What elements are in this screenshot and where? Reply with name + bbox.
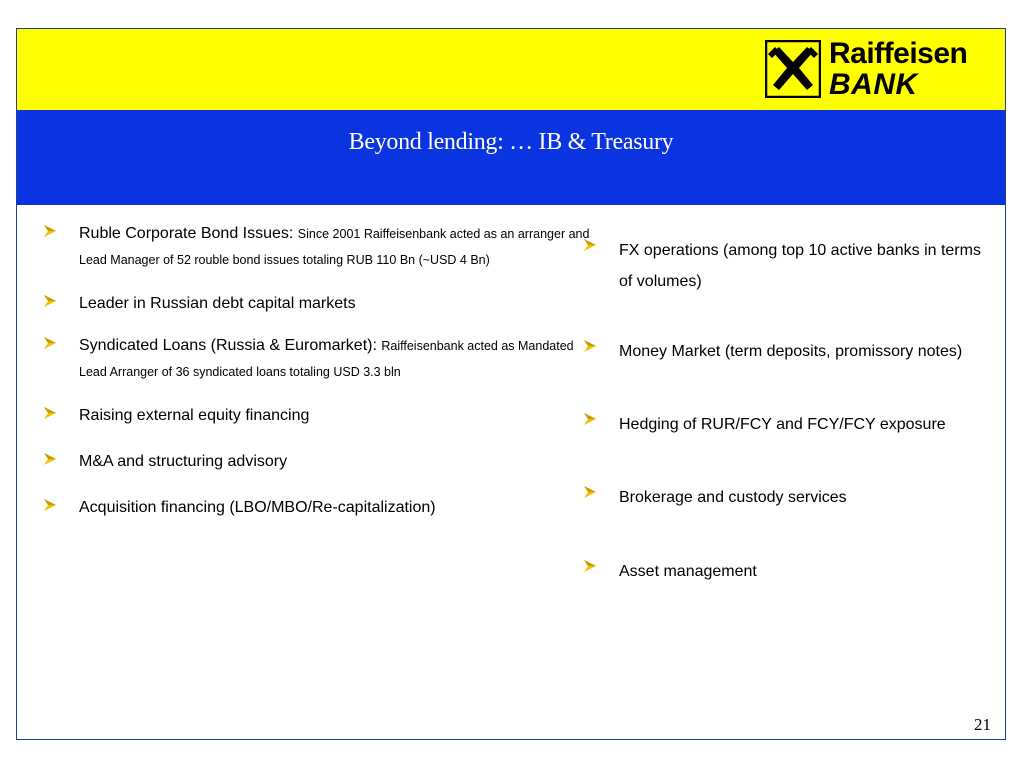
arrow-bullet-icon (583, 412, 597, 426)
arrow-bullet-icon (43, 406, 57, 420)
slide-title: Beyond lending: … IB & Treasury (348, 129, 674, 155)
raiffeisen-cross-icon (765, 40, 821, 98)
arrow-bullet-icon (43, 224, 57, 238)
arrow-bullet-icon (43, 294, 57, 308)
right-bullet-list (583, 235, 983, 587)
arrow-bullet-icon (583, 559, 597, 573)
arrow-bullet-icon (583, 238, 597, 252)
page-number: 21 (974, 715, 991, 734)
arrow-bullet-icon (583, 485, 597, 499)
list-item: Brokerage and custody services (583, 482, 983, 513)
list-item: Money Market (term deposits, promissory notes) (583, 336, 983, 367)
arrow-bullet-icon (43, 452, 57, 466)
slide (16, 28, 1006, 740)
list-item: Leader in Russian debt capital markets (43, 291, 603, 317)
logo-line2: BANK (829, 67, 918, 101)
list-item: Raising external equity financing (43, 403, 603, 429)
list-item: Asset management (583, 556, 983, 587)
title-band (17, 110, 1005, 205)
arrow-bullet-icon (43, 498, 57, 512)
list-item: M&A and structuring advisory (43, 449, 603, 475)
arrow-bullet-icon (583, 339, 597, 353)
list-item: Syndicated Loans (Russia & Euromarket): Raiffeisenbank acted as Mandated Lead Arranger of 36 syndicated loans totaling USD 3.3 bln (43, 333, 603, 385)
list-item: Acquisition financing (LBO/MBO/Re-capitalization) (43, 495, 603, 521)
raiffeisen-logo (765, 37, 967, 101)
arrow-bullet-icon (43, 336, 57, 350)
logo-line1: Raiffeisen (829, 36, 968, 70)
left-bullet-list (43, 221, 603, 521)
list-item: Ruble Corporate Bond Issues: Since 2001 Raiffeisenbank acted as an arranger and Lead Manager of 52 rouble bond issues totaling RUB 110 Bn (~USD 4 Bn) (43, 221, 603, 273)
list-item: FX operations (among top 10 active banks in terms of volumes) (583, 235, 983, 297)
list-item: Hedging of RUR/FCY and FCY/FCY exposure (583, 409, 983, 440)
